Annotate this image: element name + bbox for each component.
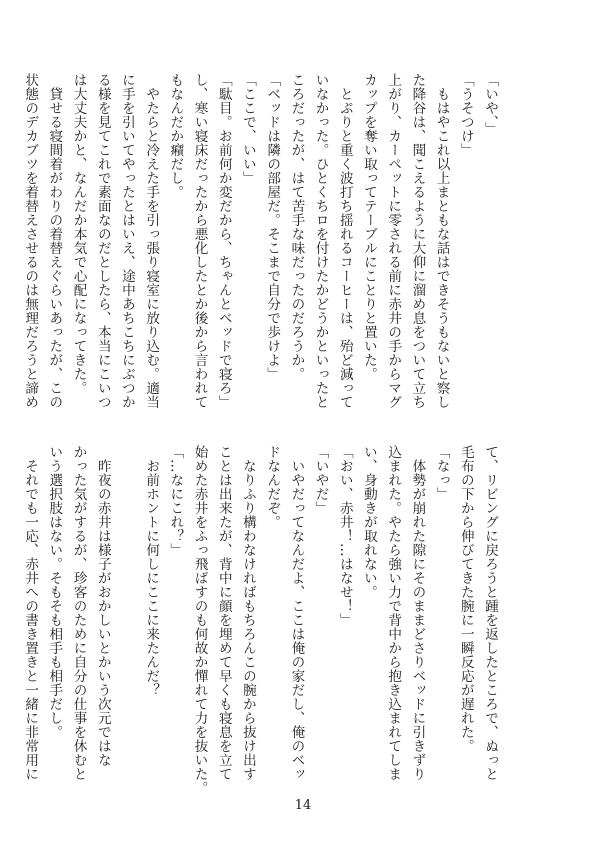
text-line: ころだったが、はて苦手な味だったのだろうか。 <box>288 73 305 381</box>
text-line: 「なっ」 <box>433 445 450 501</box>
text-line: やたらと冷えた手を引っ張り寝室に放り込む。適当 <box>143 73 160 409</box>
text-line: い、身動きが取れない。 <box>360 445 377 599</box>
text-line: ことは出来たが、背中に顔を埋めて早くも寝息を立て <box>215 445 232 781</box>
text-line: 「ベッドは隣の部屋だ。そこまで自分で歩けよ」 <box>264 73 281 381</box>
text-line: た降谷は、聞こえるように大仰に溜め息をついて立ち <box>409 73 426 409</box>
text-line: なりふり構わなければもちろんこの腕から抜け出す <box>239 445 256 781</box>
text-line: とぷりと重く波打ち揺れるコーヒーは、殆ど減って <box>336 73 353 409</box>
page-number: 14 <box>294 798 312 813</box>
text-line: し、寒い寝床だったから悪化したとか後から言われて <box>191 73 208 409</box>
text-line: に手を引いてやったとはいえ、途中あちこちにぶつか <box>118 73 135 409</box>
text-line: もなんだか癪だし。 <box>167 73 184 199</box>
text-line <box>115 445 139 775</box>
text-line: お前ホントに何しにここに来たんだ？ <box>143 445 160 697</box>
text-line: 状態のデカブツを着替えさせるのは無理だろうと諦め <box>22 73 39 409</box>
text-column-top <box>22 73 502 409</box>
text-line: 「…なにこれ？」 <box>167 445 184 557</box>
text-line: 「おい、赤井！…はなせ！」 <box>336 445 353 627</box>
text-line: それでも一応、赤井への書き置きと一緒に非常用に <box>22 445 39 781</box>
text-line: 込まれた。やたら強い力で背中から抱き込まれてしま <box>385 445 402 781</box>
text-line: は大丈夫かと、なんだか本気で心配になってきた。 <box>70 73 87 395</box>
text-line: 「うそつけ」 <box>457 73 474 157</box>
text-line: 体勢が崩れた隙にそのままどさりベッドに引きずり <box>409 445 426 781</box>
text-line: る様を見てこれで素面なのだとしたら、本当にこいつ <box>94 73 111 409</box>
text-line: カップを奪い取ってテーブルにことりと置いた。 <box>360 73 377 381</box>
text-line: ドなんだぞ。 <box>264 445 281 529</box>
text-line: 「ここで、いい」 <box>239 73 256 185</box>
text-line: いなかった。ひとくちロを付けたかどうかといったと <box>312 73 329 409</box>
text-column-bottom <box>22 445 502 795</box>
text-line: いう選択肢はない。そもそも相手も相手だし。 <box>46 445 63 739</box>
text-line: もはやこれ以上まともな話はできそうもないと察し <box>433 73 450 409</box>
text-line: かった気がするが、珍客のために自分の仕事を休むと <box>70 445 87 781</box>
text-line: 「いや、」 <box>482 73 498 137</box>
text-line: 昨夜の赤井は様子がおかしいとかいう次元ではな <box>94 445 111 767</box>
text-line: 貸せる寝間着がわりの着替えぐらいあったが、この <box>46 73 63 409</box>
text-line: 「駄目。お前何か変だから、ちゃんとベッドで寝ろ」 <box>215 73 232 409</box>
text-line: 上がり、カーペットに零される前に赤井の手からマグ <box>385 73 402 409</box>
text-line: 始めた赤井をふっ飛ばすのも何故か憚れて力を抜いた。 <box>191 445 208 795</box>
text-line: て、リビングに戻ろうと踵を返したところで、ぬっと <box>482 445 498 781</box>
text-line: いやだってなんだよ、ここは俺の家だし、俺のベッ <box>288 445 305 781</box>
text-line: 毛布の下から伸びてきた腕に一瞬反応が遅れた。 <box>457 445 474 753</box>
text-line: 「いやだ」 <box>312 445 329 515</box>
